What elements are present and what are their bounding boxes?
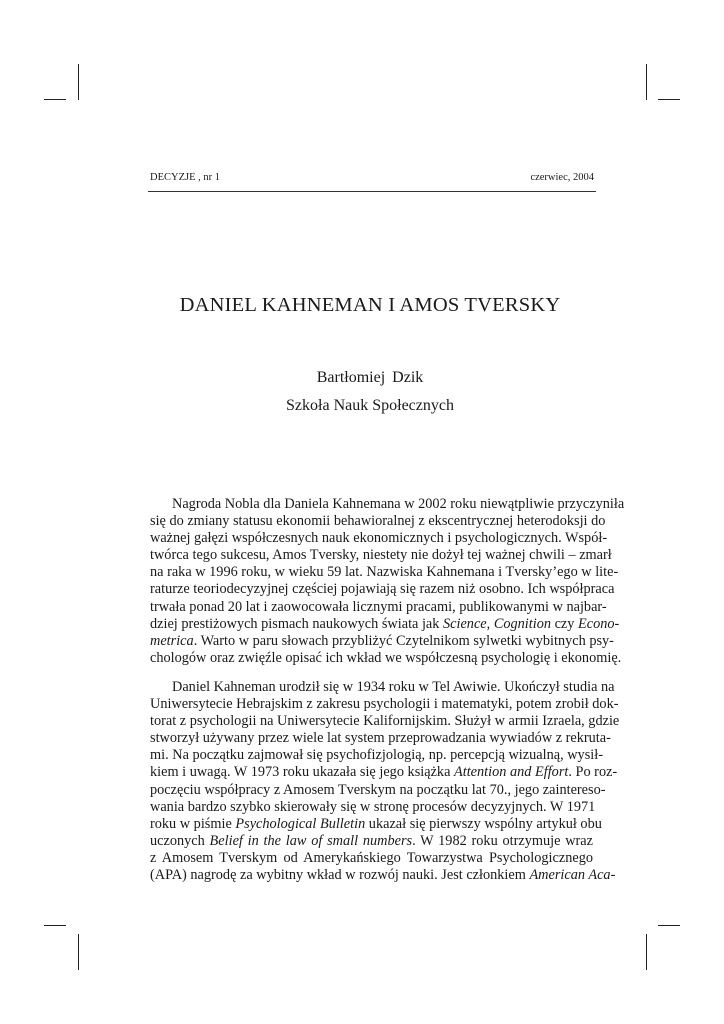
crop-mark: [78, 934, 79, 970]
text-line: [150, 632, 614, 650]
crop-mark: [658, 99, 680, 100]
running-head: [150, 172, 594, 183]
paragraph: [150, 678, 620, 884]
text-line: [150, 530, 608, 547]
text-line: [150, 581, 615, 598]
text-run: dziej prestiżowych pismach naukowych świata jak: [150, 615, 443, 632]
text-line: [150, 730, 611, 747]
text-run: na raka w 1996 roku, w wieku 59 lat. Nazwiska Kahnemana i Tversky’ego w lite-: [150, 564, 619, 581]
text-run: trwała ponad 20 lat i zaowocowała licznymi pracami, publikowanymi w najbar-: [150, 598, 607, 615]
italic-text: metrica: [150, 632, 194, 649]
text-run: ,: [486, 615, 494, 632]
italic-text: Cognition: [493, 615, 552, 632]
text-run: z Amosem Tverskym od Amerykańskiego Towarzystwa Psychologicznego: [150, 849, 593, 866]
text-run: wania bardzo szybko skierowały się w stronę procesów decyzyjnych. W 1971: [150, 798, 596, 815]
text-line: [150, 513, 606, 530]
text-run: mi. Na początku zajmował się psychofizjologią, np. percepcją wizualną, wysił-: [150, 747, 603, 764]
paragraph: [150, 496, 625, 667]
crop-mark: [646, 64, 647, 100]
article-body: [150, 496, 625, 884]
text-line: [150, 833, 593, 850]
text-run: się do zmiany statusu ekonomii behawioralnej z ekscentrycznej heterodoksji do: [150, 513, 606, 530]
crop-mark: [646, 934, 647, 970]
text-run: Daniel Kahneman urodził się w 1934 roku w Tel Awiwie. Ukończył studia na: [172, 678, 615, 695]
author-affiliation: Szkoła Nauk Społecznych: [286, 397, 454, 414]
text-line: [150, 496, 625, 513]
crop-mark: [78, 64, 79, 100]
text-line: [150, 781, 606, 799]
text-line: [150, 547, 612, 564]
text-run: raturze teoriodecyzyjnej częściej pojawiają się razem niż osobno. Ich współpraca: [150, 581, 615, 598]
text-run: uczonych: [150, 832, 210, 849]
text-run: roku w piśmie: [150, 815, 236, 832]
text-line: [150, 798, 596, 816]
italic-text: Econo-: [578, 615, 620, 632]
text-line: [150, 696, 619, 713]
text-line: [150, 815, 602, 833]
text-run: (APA) nagrodę za wybitny wkład w rozwój nauki. Jest członkiem: [150, 866, 530, 883]
header-rule: [148, 191, 596, 192]
text-run: kiem i uwagą. W 1973 roku ukazała się jego książka: [150, 764, 454, 781]
crop-mark: [44, 99, 66, 100]
text-line: [150, 564, 619, 581]
text-line: [150, 649, 622, 667]
text-run: ważnej gałęzi współczesnych nauk ekonomicznych i psychologicznych. Współ-: [150, 530, 608, 547]
crop-mark: [44, 925, 66, 926]
text-run: . W 1982 roku otrzymuje wraz: [412, 832, 593, 849]
journal-name: DECYZJE , nr 1: [150, 172, 220, 183]
text-run: torat z psychologii na Uniwersytecie Kalifornijskim. Służył w armii Izraela, gdzie: [150, 713, 620, 730]
text-run: ukazał się pierwszy wspólny artykuł obu: [365, 815, 602, 832]
italic-text: Psychological Bulletin: [235, 815, 366, 832]
author-name: Bartłomiej Dzik: [316, 369, 424, 386]
text-line: [150, 747, 603, 764]
italic-text: Belief in the law of small numbers: [209, 832, 413, 849]
text-run: Uniwersytecie Hebrajskim z zakresu psychologii i matematyki, potem zrobił dok-: [150, 696, 619, 713]
text-line: [150, 598, 607, 616]
text-run: czy: [551, 615, 579, 632]
text-run: chologów oraz zwięźle opisać ich wkład we współczesną psychologię i ekonomię.: [150, 649, 622, 666]
italic-text: Attention and Effort: [453, 764, 569, 781]
italic-text: American Aca-: [529, 866, 616, 883]
text-run: twórca tego sukcesu, Amos Tversky, niestety nie dożył tej ważnej chwili – zmarł: [150, 547, 612, 564]
text-run: . Po roz-: [568, 764, 618, 781]
text-run: poczęciu współpracy z Amosem Tverskym na początku lat 70., jego zaintereso-: [150, 781, 606, 798]
article-title: DANIEL KAHNEMAN I AMOS TVERSKY: [179, 294, 561, 316]
text-line: [150, 713, 620, 730]
text-line: [150, 850, 593, 867]
crop-mark: [658, 925, 680, 926]
text-line: [150, 866, 616, 884]
italic-text: Science: [443, 615, 487, 632]
text-line: [150, 615, 620, 633]
text-line: [150, 678, 615, 696]
text-run: Nagroda Nobla dla Daniela Kahnemana w 2002 roku niewątpliwie przyczyniła: [172, 496, 625, 512]
issue-date: czerwiec, 2004: [530, 172, 594, 183]
text-run: . Warto w paru słowach przybliżyć Czytelnikom sylwetki wybitnych psy-: [193, 632, 614, 649]
text-run: stworzył używany przez wiele lat system przeprowadzania wywiadów z rekruta-: [150, 730, 611, 747]
text-line: [150, 764, 618, 781]
